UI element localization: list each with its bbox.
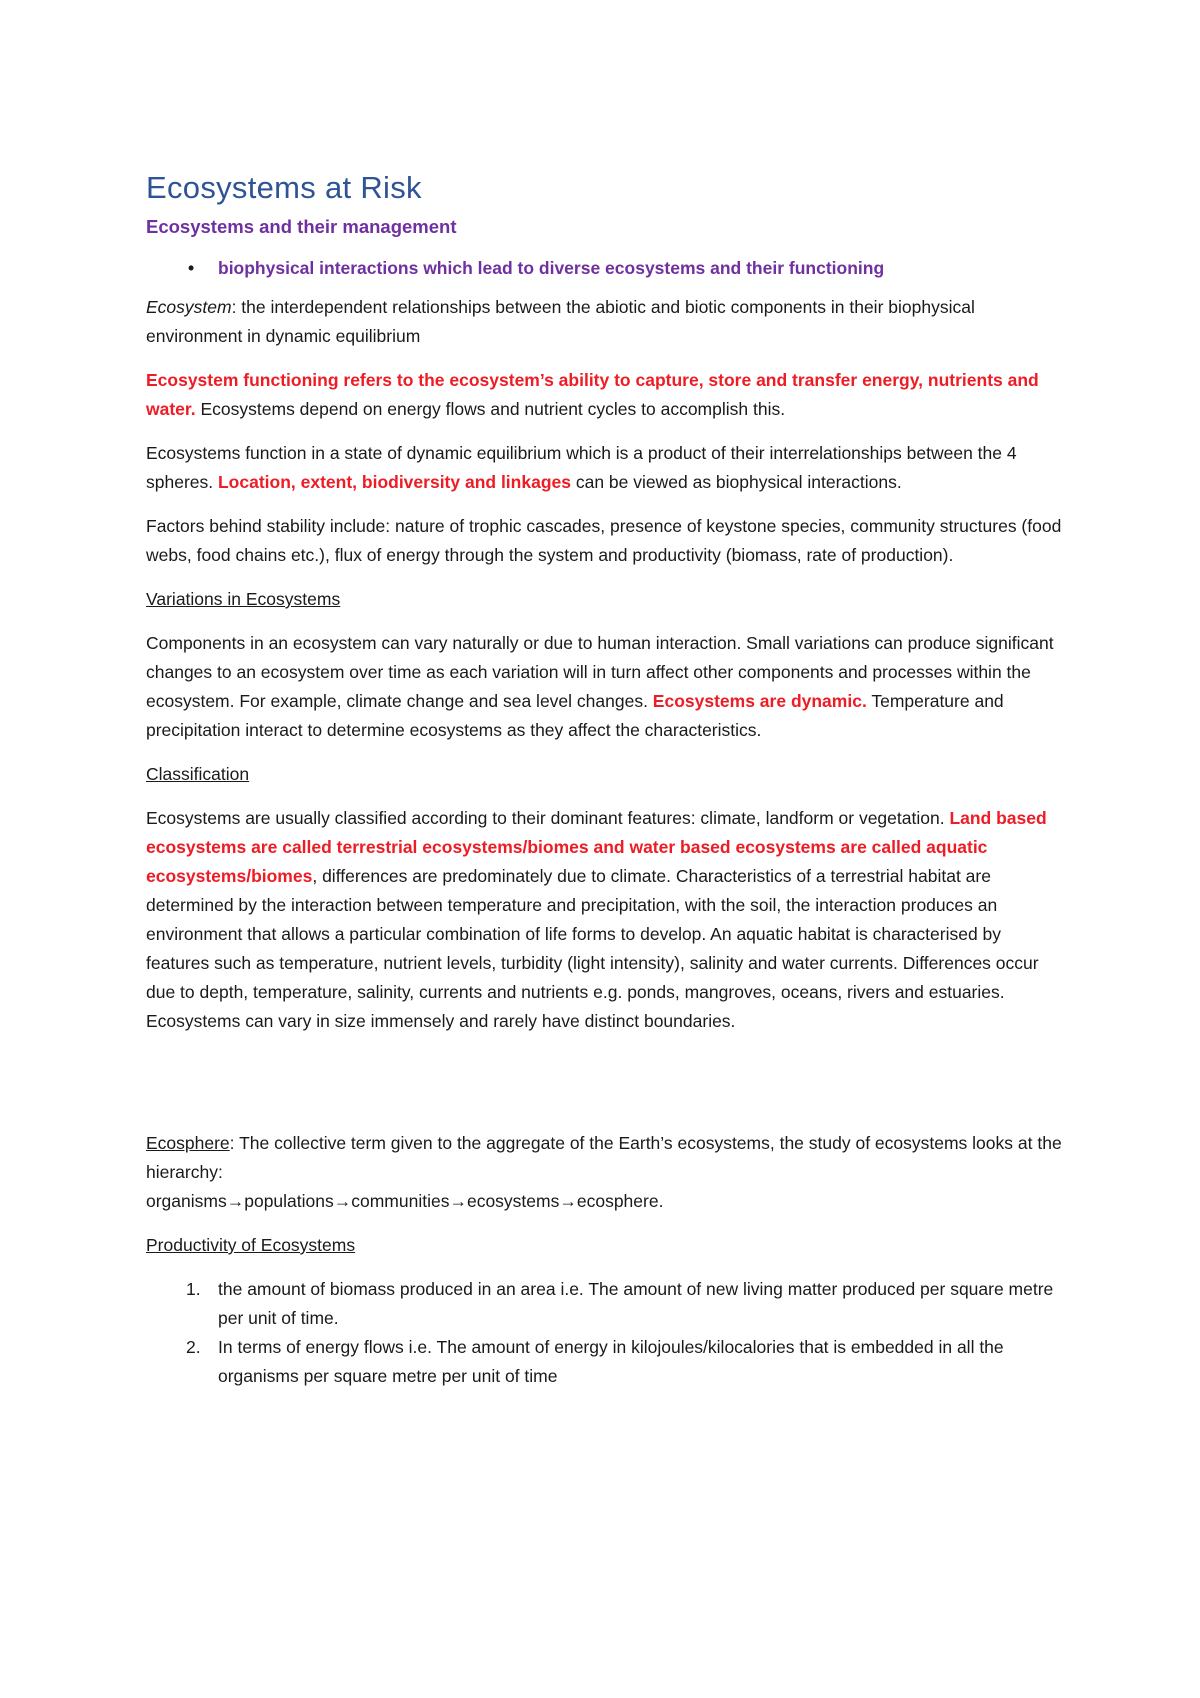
classification-text-after: , differences are predominately due to climate. Characteristics of a terrestrial habitat are determined by the interaction between temperature and precipitation, with the soil, the interaction produces an environment that allows a particular combination of life forms to develop. An aquatic habitat is characterised by features such as temperature, nutrient levels, turbidity (light intensity), salinity and water currents. Differences occur due to depth, temperature, salinity, currents and nutrients e.g. ponds, mangroves, oceans, rivers and estuaries. Ecosystems can vary in size immensely and rarely have distinct boundaries. bbox=[146, 866, 1039, 1031]
definition-term: Ecosystem bbox=[146, 297, 232, 317]
list-number: 2. bbox=[186, 1337, 201, 1357]
classification-heading-text: Classification bbox=[146, 764, 250, 784]
topic-bullet-text: biophysical interactions which lead to diverse ecosystems and their functioning bbox=[218, 258, 885, 278]
ecosphere-hierarchy: organisms→populations→communities→ecosystems→ecosphere. bbox=[146, 1191, 664, 1211]
variations-highlight: Ecosystems are dynamic. bbox=[652, 691, 867, 711]
functioning-text: Ecosystems depend on energy flows and nutrient cycles to accomplish this. bbox=[195, 399, 786, 419]
document-page bbox=[146, 168, 1066, 1391]
variations-text-after: Temperature and precipitation interact to determine ecosystems as they affect the characteristics. bbox=[146, 691, 1004, 740]
variations-heading-text: Variations in Ecosystems bbox=[146, 589, 341, 609]
topic-bullet-list bbox=[146, 254, 1066, 283]
functioning-paragraph bbox=[146, 366, 1066, 424]
ecosphere-text: : The collective term given to the aggregate of the Earth’s ecosystems, the study of ecosystems looks at the hierarchy: bbox=[146, 1133, 1062, 1182]
productivity-heading bbox=[146, 1231, 1066, 1260]
ecosphere-paragraph bbox=[146, 1129, 1066, 1216]
productivity-item-text: In terms of energy flows i.e. The amount of energy in kilojoules/kilocalories that is embedded in all the organisms per square metre per unit of time bbox=[218, 1337, 1004, 1386]
variations-heading bbox=[146, 585, 1066, 614]
document-subtitle: Ecosystems and their management bbox=[146, 216, 457, 237]
classification-heading bbox=[146, 760, 1066, 789]
productivity-list bbox=[146, 1275, 1066, 1391]
list-number: 1. bbox=[186, 1279, 201, 1299]
document-title: Ecosystems at Risk bbox=[146, 170, 422, 205]
equilibrium-highlight: Location, extent, biodiversity and linkages bbox=[217, 472, 571, 492]
topic-bullet bbox=[146, 254, 1066, 283]
blank-space bbox=[146, 1051, 1066, 1129]
equilibrium-text-after: can be viewed as biophysical interactions. bbox=[570, 472, 902, 492]
productivity-item bbox=[146, 1333, 1066, 1391]
ecosphere-term: Ecosphere bbox=[146, 1133, 230, 1153]
variations-paragraph bbox=[146, 629, 1066, 745]
ecosystem-definition bbox=[146, 293, 1066, 351]
classification-paragraph bbox=[146, 804, 1066, 1036]
classification-text-before: Ecosystems are usually classified according to their dominant features: climate, landform or vegetation. bbox=[146, 808, 950, 828]
productivity-heading-text: Productivity of Ecosystems bbox=[146, 1235, 356, 1255]
productivity-item-text: the amount of biomass produced in an area i.e. The amount of new living matter produced per square metre per unit of time. bbox=[218, 1279, 1054, 1328]
equilibrium-text-before: Ecosystems function in a state of dynamic equilibrium which is a product of their interrelationships between the 4 spheres. bbox=[146, 443, 1017, 492]
functioning-highlight: Ecosystem functioning refers to the ecosystem’s ability to capture, store and transfer energy, nutrients and water. bbox=[146, 370, 1039, 419]
equilibrium-paragraph bbox=[146, 439, 1066, 497]
productivity-item bbox=[146, 1275, 1066, 1333]
classification-highlight: Land based ecosystems are called terrestrial ecosystems/biomes and water based ecosystems are called aquatic ecosystems/biomes bbox=[146, 808, 1047, 886]
stability-paragraph: Factors behind stability include: nature of trophic cascades, presence of keystone species, community structures (food webs, food chains etc.), flux of energy through the system and productivity (biomass, rate of production). bbox=[146, 516, 1062, 565]
bullet-dot-icon: • bbox=[188, 258, 195, 278]
variations-text-before: Components in an ecosystem can vary naturally or due to human interaction. Small variations can produce significant changes to an ecosystem over time as each variation will in turn affect other components and processes within the ecosystem. For example, climate change and sea level changes. bbox=[146, 633, 1054, 711]
definition-text: : the interdependent relationships between the abiotic and biotic components in their biophysical environment in dynamic equilibrium bbox=[146, 297, 975, 346]
